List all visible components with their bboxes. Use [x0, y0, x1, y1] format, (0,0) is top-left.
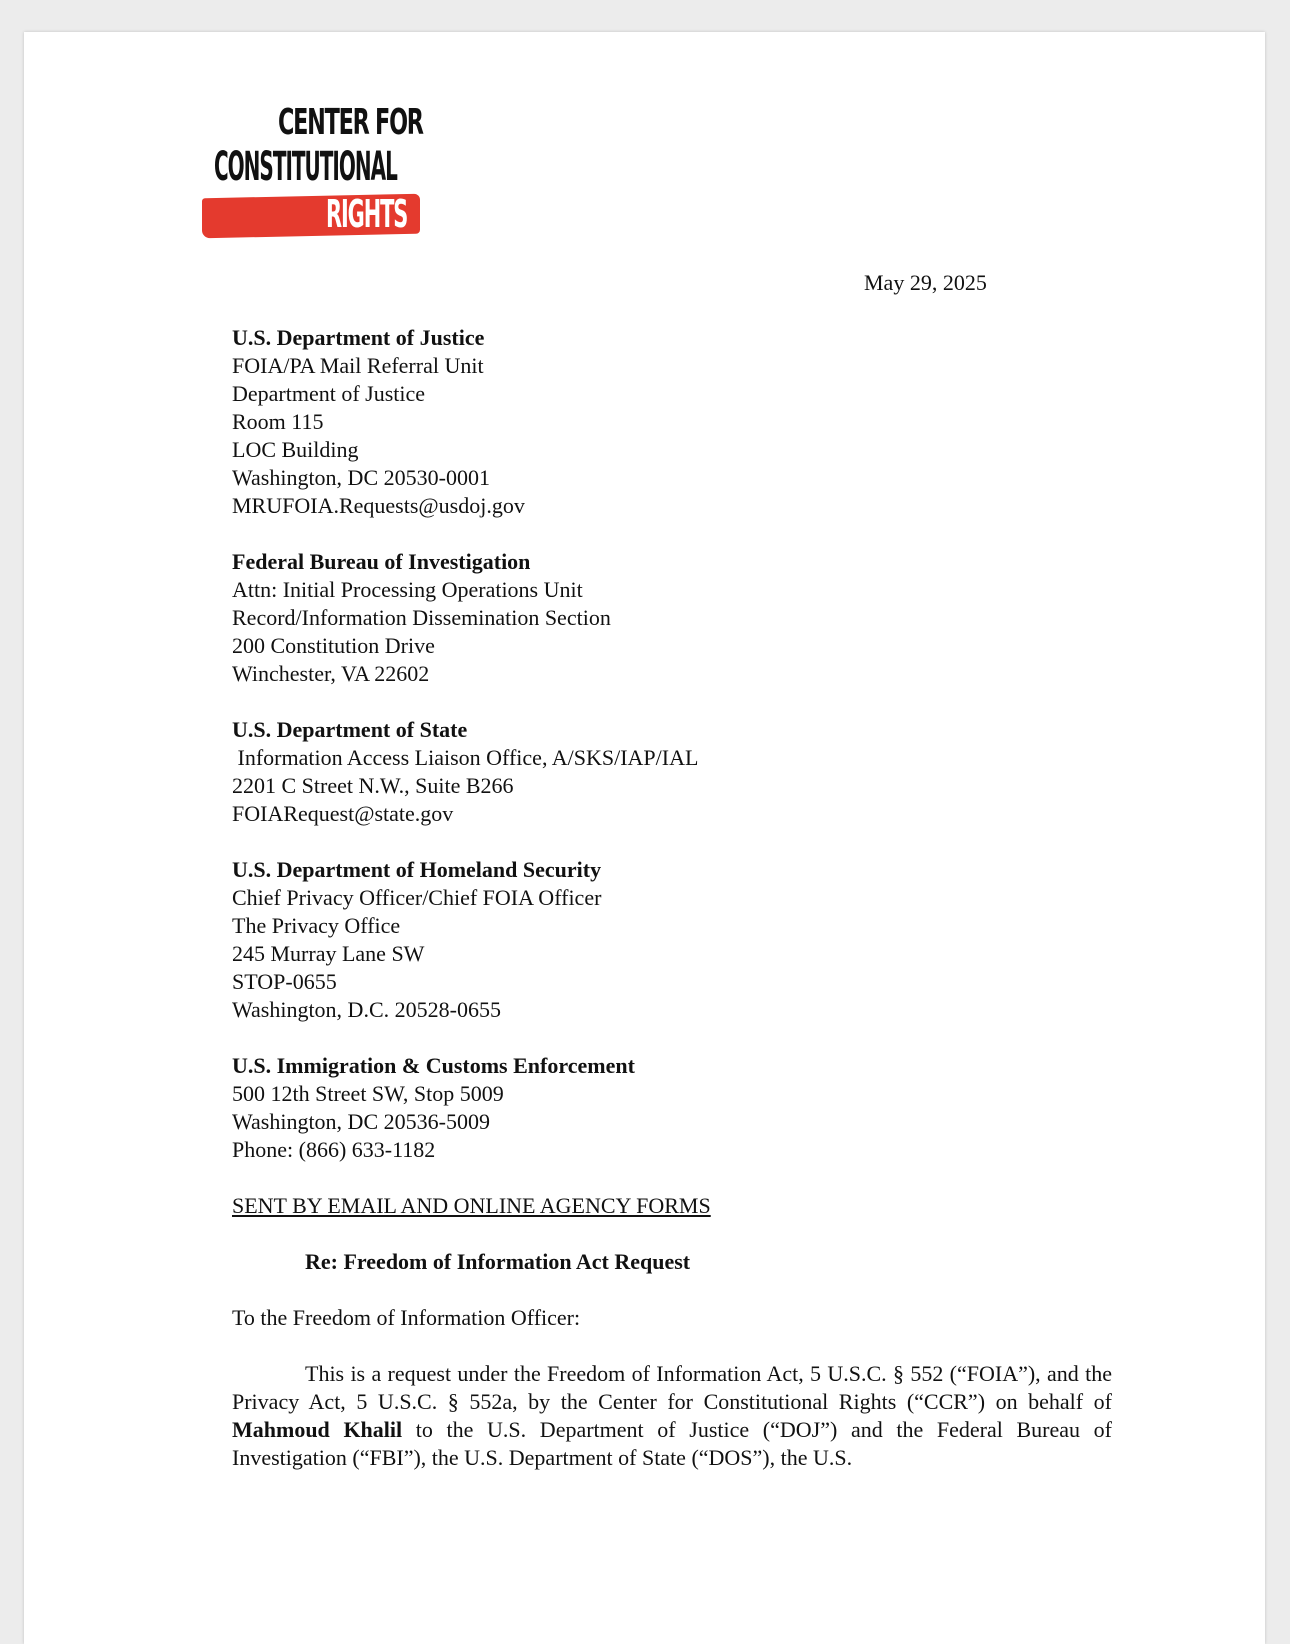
- recipient-doj: [232, 324, 1132, 520]
- address-line: 2201 C Street N.W., Suite B266: [232, 773, 514, 798]
- address-line: FOIA/PA Mail Referral Unit: [232, 353, 484, 378]
- recipient-name: U.S. Immigration & Customs Enforcement: [232, 1053, 635, 1078]
- recipient-name: U.S. Department of Justice: [232, 325, 485, 350]
- phone-line: Phone: (866) 633-1182: [232, 1137, 436, 1162]
- body-text-part-2: to the U.S. Department of Justice (“DOJ”) and the Federal Bureau of Investigation (“FBI”), the U.S. Department of State (“DOS”), the U.S.: [232, 1417, 1112, 1470]
- address-line: Winchester, VA 22602: [232, 661, 430, 686]
- ccr-logo: [202, 100, 422, 252]
- recipient-dhs: [232, 856, 1132, 1024]
- email-address: MRUFOIA.Requests@usdoj.gov: [232, 493, 525, 518]
- logo-line-3: RIGHTS: [326, 192, 408, 236]
- address-line: 200 Constitution Drive: [232, 633, 435, 658]
- delivery-method-line: SENT BY EMAIL AND ONLINE AGENCY FORMS: [232, 1193, 711, 1218]
- address-line: Information Access Liaison Office, A/SKS/IAP/IAL: [232, 745, 699, 770]
- address-line: Room 115: [232, 409, 324, 434]
- body-text-part-1: This is a request under the Freedom of Information Act, 5 U.S.C. § 552 (“FOIA”), and the Privacy Act, 5 U.S.C. § 552a, by the Center for Constitutional Rights (“CCR”) on behalf of: [232, 1361, 1112, 1414]
- recipient-fbi: [232, 548, 1132, 688]
- logo-line-1: CENTER FOR: [278, 102, 423, 143]
- recipient-name: U.S. Department of State: [232, 717, 468, 742]
- document-page: [24, 32, 1265, 1644]
- recipient-ice: [232, 1052, 1132, 1164]
- address-line: The Privacy Office: [232, 913, 401, 938]
- client-name: Mahmoud Khalil: [232, 1417, 403, 1442]
- logo-line-2: CONSTITUTIONAL: [214, 144, 397, 190]
- recipient-name: U.S. Department of Homeland Security: [232, 857, 602, 882]
- address-line: Washington, D.C. 20528-0655: [232, 997, 501, 1022]
- address-line: LOC Building: [232, 437, 359, 462]
- salutation: To the Freedom of Information Officer:: [232, 1305, 581, 1330]
- email-address: FOIARequest@state.gov: [232, 801, 454, 826]
- body-paragraph: [232, 1360, 1112, 1472]
- recipient-name: Federal Bureau of Investigation: [232, 549, 531, 574]
- letter-body: [232, 324, 1132, 1472]
- address-line: Washington, DC 20530-0001: [232, 465, 490, 490]
- address-line: Chief Privacy Officer/Chief FOIA Officer: [232, 885, 602, 910]
- address-line: 245 Murray Lane SW: [232, 941, 425, 966]
- address-line: Record/Information Dissemination Section: [232, 605, 611, 630]
- address-line: Department of Justice: [232, 381, 426, 406]
- letter-date: May 29, 2025: [864, 270, 987, 295]
- subject-line: Re: Freedom of Information Act Request: [305, 1249, 691, 1274]
- address-line: Washington, DC 20536-5009: [232, 1109, 490, 1134]
- address-line: 500 12th Street SW, Stop 5009: [232, 1081, 504, 1106]
- address-line: Attn: Initial Processing Operations Unit: [232, 577, 583, 602]
- recipient-dos: [232, 716, 1132, 828]
- address-line: STOP-0655: [232, 969, 337, 994]
